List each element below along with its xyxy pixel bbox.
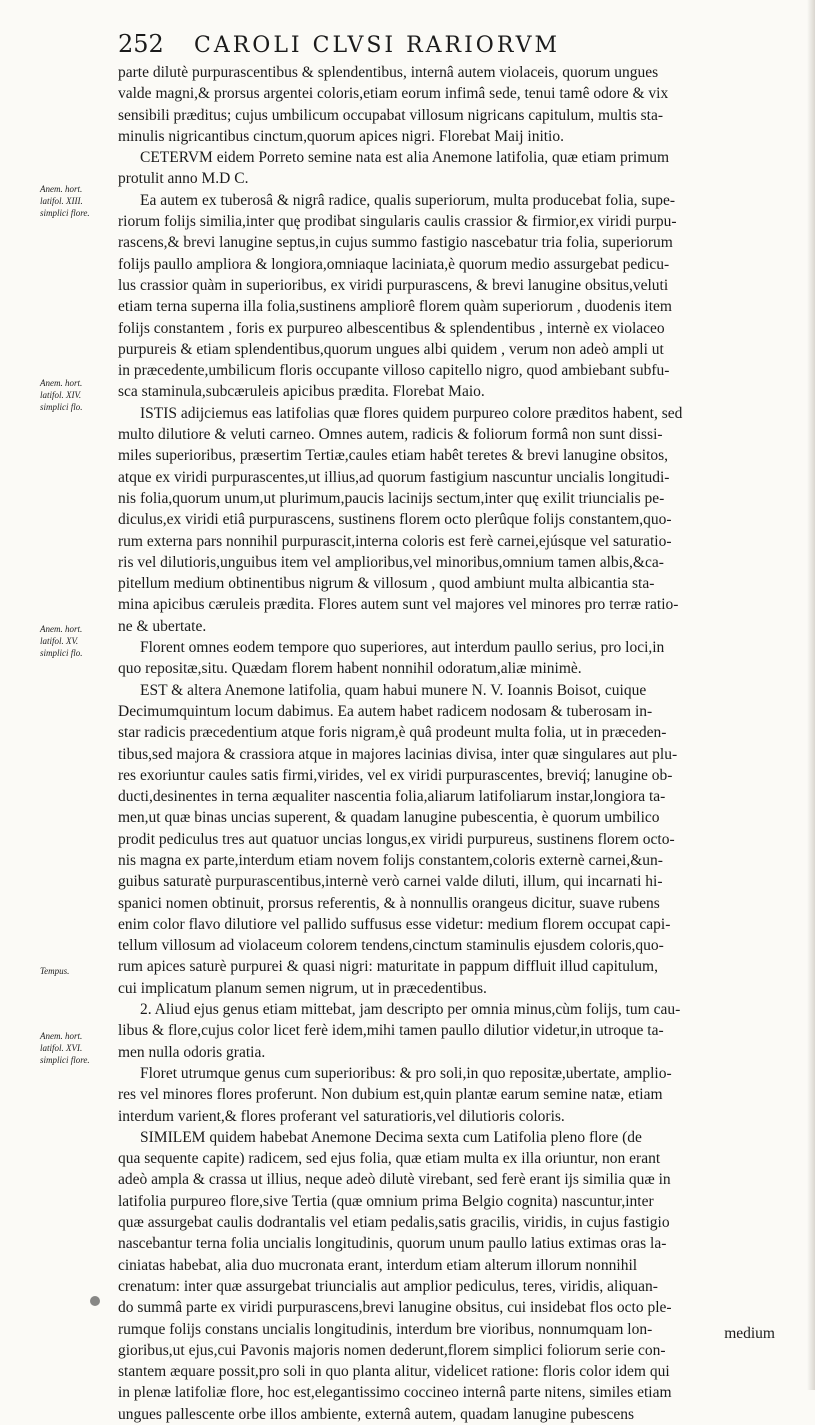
text-line: SIMILEM quidem habebat Anemone Decima sexta cum Latifolia pleno flore (de — [140, 1128, 642, 1146]
text-line: mina apicibus cæruleis prædita. Flores autem sunt vel majores vel minores pro terræ ratio- — [118, 596, 679, 614]
text-line: parte dilutè purpurascentibus & splendentibus, internâ autem violaceis, quorum ungues — [118, 64, 659, 81]
text-line: miles superioribus, præsertim Tertiæ,caules etiam habêt teretes & brevi lanugine obsitos, — [118, 447, 669, 465]
margin-note-line: latifol. XIV. — [40, 390, 82, 400]
text-line: Florent omnes eodem tempore quo superiores, aut interdum paullo serius, pro loci,in — [140, 639, 665, 657]
running-title: CAROLI CLVSI RARIORVM — [194, 33, 561, 58]
text-line: gioribus,ut ejus,cui Pavonis majoris nomen dederunt,florem simplici foliorum serie con- — [118, 1341, 666, 1359]
margin-note — [40, 623, 120, 659]
margin-note-line: Tempus. — [40, 966, 70, 976]
text-line: spanici nomen obtinuit, prorsus referentis, & à nonnullis orangeus dicitur, suave rubens — [118, 894, 660, 912]
text-line: star radicis præcedentium atque foris nigram,è quâ prodeunt multa folia, ut in præceden- — [118, 724, 667, 742]
text-line: libus & flore,cujus color licet ferè idem,mihi tamen paullo dilutior videtur,in utroque ta- — [118, 1022, 664, 1040]
text-line: CETERVM eidem Porreto semine nata est alia Anemone latifolia, quæ etiam primum — [140, 149, 670, 167]
text-line: ris vel dilutioris,unguibus item vel amplioribus,vel minoribus,omnium tamen albis,&ca- — [118, 553, 664, 571]
text-line: ducti,desinentes in terna æqualiter nascentia folia,aliarum latifoliarum instar,longiora ta- — [118, 788, 666, 806]
page-edge — [807, 0, 815, 1390]
text-line: folijs constantem , foris ex purpureo albescentibus & splendentibus , internè ex violaceo — [118, 319, 665, 337]
text-line: crenatum: inter quæ assurgebat triuncialis aut amplior pediculus, teres, viridis, aliquan- — [118, 1277, 658, 1295]
text-line: multo dilutiore & veluti carneo. Omnes autem, radicis & foliorum formâ non sunt dissi- — [118, 426, 663, 444]
text-line: tibus,sed majora & crassiora atque in majores lacinias divisa, inter quæ singulares aut plu- — [118, 745, 678, 763]
text-line: nis folia,quorum unum,ut plurimum,paucis lacinijs sectum,inter quę exilit triuncialis pe- — [118, 489, 665, 507]
margin-note-line: simplici flo. — [40, 648, 83, 658]
margin-note — [40, 1030, 120, 1066]
text-line: nis magna ex parte,interdum etiam novem folijs constantem,coloris externè carnei,&un- — [118, 851, 663, 869]
text-line: atque ex viridi purpurascentes,ut illius,ad quorum fastigium nascuntur uncialis longitudi- — [118, 468, 670, 486]
text-line: tellum villosum ad violaceum colorem tendens,cinctum staminulis ejusdem coloris,quo- — [118, 937, 664, 955]
text-line: res vel minores flores proferunt. Non dubium est,quin plantæ earum semine natæ, etiam — [118, 1086, 663, 1104]
text-line: EST & altera Anemone latifolia, quam habui munere N. V. Ioannis Boisot, cuique — [140, 681, 647, 699]
catchword: medium — [724, 1325, 775, 1342]
text-line: enim color flavo dilutiore vel pallido suffusus esse videtur: medium florem occupat capi- — [118, 915, 671, 933]
text-line: diculus,ex viridi etiâ purpurascens, sustinens florem octo plerûque folijs constantem,quo- — [118, 511, 672, 529]
text-line: quæ assurgebat caulis dodrantalis vel etiam pedalis,satis gracilis, viridis, in cujus fastigio — [118, 1214, 670, 1232]
text-line: cui implicatum planum semen nigrum, ut in præcedentibus. — [118, 979, 487, 997]
text-line: minulis nigricantibus cinctum,quorum apices nigri. Florebat Maij initio. — [118, 127, 564, 145]
margin-note — [40, 183, 120, 219]
page-header — [118, 30, 758, 58]
text-line: nascebantur terna folia uncialis longitudinis, quorum unum paullo latius extimas oras la- — [118, 1235, 667, 1253]
text-line: sca staminula,subcæruleis apicibus prædita. Florebat Maio. — [118, 383, 485, 401]
text-line: ciniatas habebat, alia duo mucronata erant, interdum etiam alterum illorum nonnihil — [118, 1256, 638, 1274]
text-line: guibus saturatè purpurascentibus,internè verò carnei valde diluti, illum, qui incarnati hi- — [118, 873, 663, 891]
text-line: 2. Aliud ejus genus etiam mittebat, jam descripto per omnia minus,cùm folijs, tum cau- — [140, 1001, 681, 1019]
text-line: in plenæ latifoliæ flore, hoc est,elegantissimo coccineo internâ parte nitens, similes etiam — [118, 1384, 672, 1402]
margin-note-line: simplici flore. — [40, 208, 90, 218]
text-line: quo repositæ,situ. Quædam florem habent nonnihil odoratum,aliæ minimè. — [118, 660, 582, 678]
text-line: rascens,& brevi lanugine septus,in cujus summo fastigio nascebatur tria folia, superiorum — [118, 234, 673, 252]
text-line: ISTIS adijciemus eas latifolias quæ flores quidem purpureo colore præditos habent, sed — [140, 404, 683, 422]
margin-note-line: Anem. hort. — [40, 624, 83, 634]
text-line: rum externa pars nonnihil purpurascit,interna coloris est ferè carnei,ejúsque vel saturatio- — [118, 532, 672, 550]
margin-note — [40, 965, 120, 977]
text-line: adeò ampla & crassa ut illius, neque adeò dilutè virebant, sed ferè erant ijs similia quæ in — [118, 1171, 671, 1189]
text-line: sensibili præditus; cujus umbilicum occupabat villosum nigricans capitulum, multis sta- — [118, 106, 664, 124]
text-line: do summâ parte ex viridi purpurascens,brevi lanugine obsitus, cui insidebat flos octo ple- — [118, 1299, 672, 1317]
margin-note-line: latifol. XIII. — [40, 196, 83, 206]
margin-note-line: Anem. hort. — [40, 1031, 83, 1041]
text-line: valde magni,& prorsus argentei coloris,etiam eorum infimâ sede, tenui tamê odore & vix — [118, 85, 669, 103]
page-number: 252 — [118, 30, 164, 58]
text-line: latifolia purpureo flore,sive Tertia (quæ omnium prima Belgio cognita) nascuntur,inter — [118, 1192, 654, 1210]
margin-note-line: simplici flore. — [40, 1055, 90, 1065]
text-line: pitellum medium obtinentibus nigrum & villosum , quod ambiunt multa albicantia sta- — [118, 575, 655, 593]
text-line: Ea autem ex tuberosâ & nigrâ radice, qualis superiorum, multa producebat folia, supe- — [140, 191, 675, 209]
text-line: in præcedente,umbilicum floris occupante villoso capitello nigro, quod ambiebant subfu- — [118, 362, 670, 380]
text-line: interdum varient,& flores proferant vel saturatioris,vel dilutioris coloris. — [118, 1107, 565, 1125]
text-line: ungues pallescente orbe illos ambiente, externâ autem, quadam lanugine pubescens — [118, 1405, 635, 1423]
margin-note-line: latifol. XVI. — [40, 1043, 83, 1053]
text-line: Decimumquintum locum dabimus. Ea autem habet radicem nodosam & tuberosam in- — [118, 702, 653, 720]
margin-note — [40, 377, 120, 413]
text-line: stantem æquare possit,pro soli in quo planta alitur, videlicet ratione: floris color idem qui — [118, 1363, 670, 1381]
text-line: rumque folijs constans uncialis longitudinis, interdum bre vioribus, nonnumquam lon- — [118, 1320, 653, 1338]
text-line: riorum folijs similia,inter quę prodibat singularis caulis crassior & firmior,ex viridi purpu- — [118, 213, 677, 231]
text-line: men nulla odoris gratia. — [118, 1043, 266, 1061]
body-text — [118, 62, 778, 1425]
margin-note-line: Anem. hort. — [40, 184, 83, 194]
text-line: Floret utrumque genus cum superioribus: & pro soli,in quo repositæ,ubertate, amplio- — [140, 1064, 672, 1082]
text-line: lus crassior quàm in superioribus, ex viridi purpurascens, & brevi lanugine obsitus,veluti — [118, 276, 669, 294]
text-line: res exoriuntur caules satis firmi,virides, vel ex viridi purpurascentes, breviq́; lanugine ob- — [118, 766, 673, 784]
text-line: folijs paullo ampliora & longiora,omniaque laciniata,è quorum medio assurgebat pedicu- — [118, 255, 670, 273]
text-line: qua sequente capite) radicem, sed ejus folia, quæ etiam multa ex illa oriuntur, non erant — [118, 1150, 661, 1168]
text-line: purpureis & etiam splendentibus,quorum ungues albi quidem , verum non adeò ampli ut — [118, 340, 664, 358]
text-line: etiam terna superna illa folia,sustinens ampliorê florem quàm superiorum , duodenis item — [118, 298, 672, 316]
margin-note-line: simplici flo. — [40, 402, 83, 412]
text-line: prodit pediculus tres aut quatuor uncias longus,ex viridi purpureus, sustinens florem octo- — [118, 830, 675, 848]
text-line: protulit anno M.D C. — [118, 170, 249, 188]
text-line: rum apices saturè purpurei & quasi nigri: maturitate in pappum diffluit illud capitulum, — [118, 958, 658, 976]
margin-note-line: Anem. hort. — [40, 378, 83, 388]
text-line: ne & ubertate. — [118, 617, 207, 635]
text-line: men,ut quæ binas uncias superent, & quadam lanugine pubescentia, è quorum umbilico — [118, 809, 660, 827]
page-stain — [90, 1296, 100, 1306]
margin-note-line: latifol. XV. — [40, 636, 79, 646]
